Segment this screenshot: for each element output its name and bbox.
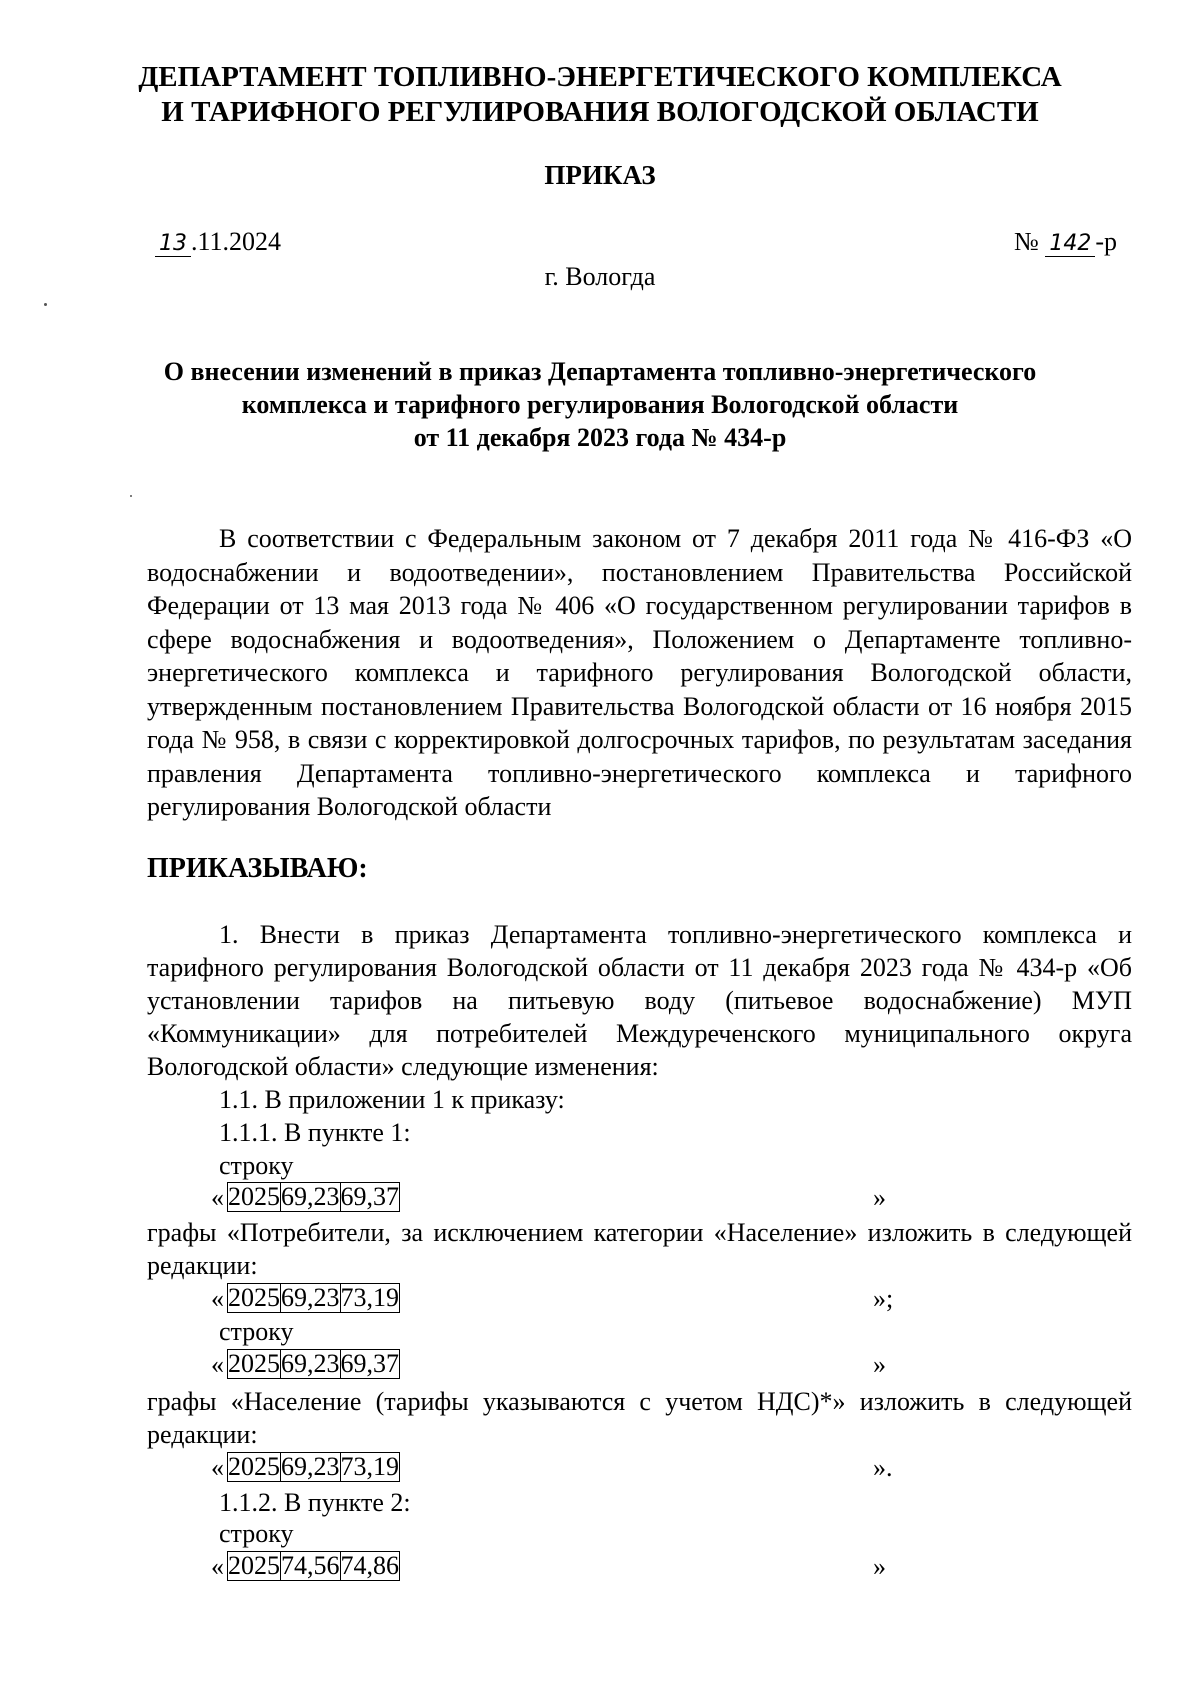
close-quote: » [873,1552,886,1581]
graph-population-paragraph: графы «Население (тарифы указываются с учетом НДС)*» изложить в следующей редакции: [147,1387,1132,1449]
city: г. Вологда [544,262,656,291]
cell-year: 2025 [228,1551,280,1580]
cell-tariff-1: 74,56 [281,1551,340,1580]
order-subject [0,355,1200,454]
cell-year: 2025 [228,1452,280,1481]
cell-tariff-2: 74,86 [340,1551,399,1580]
subject-line-3: от 11 декабря 2023 года № 434-р [413,423,787,452]
open-quote: « [211,1284,224,1313]
preamble-paragraph: В соответствии с Федеральным законом от 7 декабря 2011 года № 416-ФЗ «О водоснабжении и водоотведении», постановлением Правительства Российской Федерации от 13 мая 2013 года № 406 «О государственном регулировании тарифов в сфере водоснабжения и водоотведения», Положением о Департаменте топливно-энергетического комплекса и тарифного регулирования Вологодской области, утвержденным постановлением Правительства Вологодской области от 16 ноября 2015 года № 958, в связи с корректировкой долгосрочных тарифов, по результатам заседания правления Департамента топливно-энергетического комплекса и тарифного регулирования Вологодской области [147,524,1132,821]
scan-speck [130,495,132,497]
order-word: ПРИКАЗЫВАЮ: [147,853,368,884]
table-row [228,1350,400,1379]
cell-tariff-1: 69,23 [281,1182,340,1211]
cell-year: 2025 [228,1283,280,1312]
doc-type: ПРИКАЗ [544,160,656,190]
row-word: строку [219,1519,294,1548]
cell-tariff-1: 69,23 [281,1349,340,1378]
subject-line-1: О внесении изменений в приказ Департамента топливно-энергетического [163,357,1037,386]
order-date [155,227,281,257]
item-1-1-1: 1.1.1. В пункте 1: [219,1118,411,1147]
cell-tariff-2: 69,37 [340,1182,399,1211]
table-row [228,1552,400,1581]
table-row [228,1183,400,1212]
department-line-2: И ТАРИФНОГО РЕГУЛИРОВАНИЯ ВОЛОГОДСКОЙ ОБЛАСТИ [161,96,1039,128]
close-quote: ». [873,1453,893,1482]
subject-line-2: комплекса и тарифного регулирования Вологодской области [241,390,959,419]
cell-tariff-2: 73,19 [340,1452,399,1481]
close-quote: » [873,1183,886,1212]
item-1-1: 1.1. В приложении 1 к приказу: [219,1085,565,1114]
department-line-1: ДЕПАРТАМЕНТ ТОПЛИВНО-ЭНЕРГЕТИЧЕСКОГО КОМПЛЕКСА [138,61,1062,93]
table-row [228,1284,400,1313]
item-1-paragraph: 1. Внести в приказ Департамента топливно-энергетического комплекса и тарифного регулирования Вологодской области от 11 декабря 2023 года № 434-р «Об установлении тарифов на питьевую воду (питьевое водоснабжение) МУП «Коммуникации» для потребителей Междуреченского муниципального округа Вологодской области» следующие изменения: [147,920,1132,1081]
item-1-1-2: 1.1.2. В пункте 2: [219,1488,411,1517]
open-quote: « [211,1453,224,1482]
graph-consumers-paragraph: графы «Потребители, за исключением категории «Население» изложить в следующей редакции: [147,1218,1132,1280]
order-number [1014,227,1117,257]
cell-year: 2025 [228,1349,280,1378]
department-name [0,60,1200,130]
cell-year: 2025 [228,1182,280,1211]
cell-tariff-2: 73,19 [340,1283,399,1312]
table-row [228,1453,400,1482]
handwritten-order-number: 142 [1045,232,1095,257]
date-rest: .11.2024 [191,227,282,256]
open-quote: « [211,1350,224,1379]
cell-tariff-1: 69,23 [281,1452,340,1481]
number-prefix: № [1014,227,1039,256]
handwritten-date-day: 13 [155,232,191,257]
row-word: строку [219,1151,294,1180]
close-quote: » [873,1350,886,1379]
scan-speck [44,303,47,306]
number-suffix: -р [1095,227,1117,256]
cell-tariff-1: 69,23 [281,1283,340,1312]
open-quote: « [211,1552,224,1581]
cell-tariff-2: 69,37 [340,1349,399,1378]
close-quote: »; [873,1284,894,1313]
row-word: строку [219,1317,294,1346]
open-quote: « [211,1183,224,1212]
